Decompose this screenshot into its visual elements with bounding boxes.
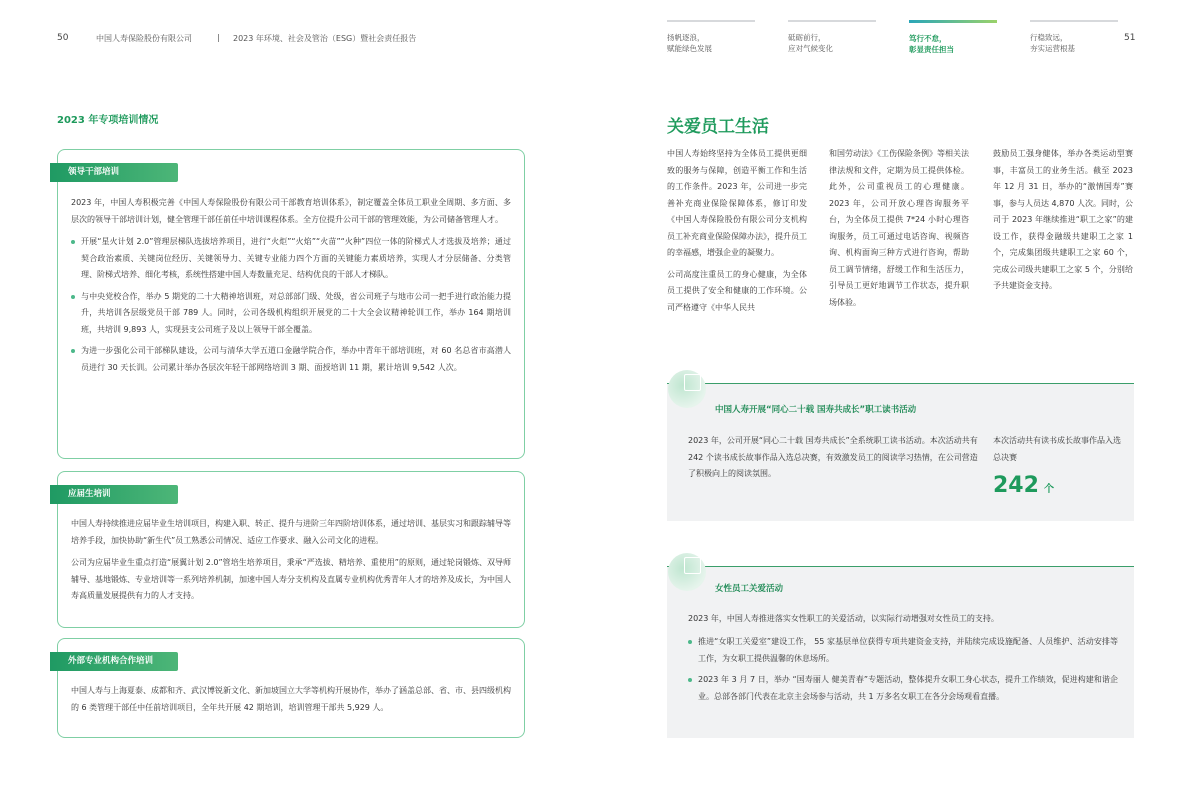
- training-section-title: 2023 年专项培训情况: [57, 115, 159, 126]
- chapter-nav-bar: [667, 20, 755, 22]
- card-paragraph: 中国人寿与上海夏泰、成都和齐、武汉博锐新文化、新加坡国立大学等机构开展协作，举办了涵盖总部、省、市、县四级机构的 6 类管理干部任中任前培训项目，全年共开展 42 期培训，培训管理干部共 5,929 人。: [71, 686, 511, 712]
- chapter-nav-1[interactable]: [667, 20, 755, 54]
- chapter-nav-line1: 笃行不怠，: [909, 34, 947, 43]
- chapter-nav-bar: [1030, 20, 1118, 22]
- chapter-nav-line1: 扬帆逐浪，: [667, 33, 705, 42]
- card-paragraph: 公司为应届毕业生重点打造“展翼计划 2.0”管培生培养项目，秉承“严选拔、精培养、重使用”的原则，通过轮岗锻炼、双导师辅导、基地锻炼、专业培训等一系列培养机制，加速中国人寿分支机构及直属专业机构优秀青年人才的培养及成长，为中国人寿高质量发展提供有力的人才支持。: [71, 558, 511, 600]
- reading-activity-box: [667, 383, 1134, 521]
- column-paragraph: 公司高度注重员工的身心健康，为全体员工提供了安全和健康的工作环境。公司严格遵守《中华人民共: [667, 269, 807, 312]
- left-page-number: 50: [57, 33, 69, 43]
- stat-label: 本次活动共有读书成长故事作品入选总决赛: [993, 436, 1121, 462]
- right-page-number: 51: [1124, 33, 1136, 43]
- box-description: 2023 年，公司开展“同心二十载 国寿共成长”全系统职工读书活动。本次活动共有 242 个读书成长故事作品入选总决赛，有效激发员工的阅读学习热情，在公司营造了积极向上的阅读氛围。: [688, 436, 978, 478]
- stat-unit: 个: [1044, 484, 1055, 495]
- box-title: 女性员工关爱活动: [715, 584, 784, 594]
- chapter-nav-line2: 应对气候变化: [788, 44, 833, 53]
- text-column-3: [993, 146, 1133, 300]
- leader-training-card: [57, 149, 525, 459]
- card-bullet: 开展“星火计划 2.0”管理层梯队选拔培养项目，进行“火炬”“火焰”“火苗”“火种”四位一体的阶梯式人才选拔及培养；通过契合政治素质、关键岗位经历、关键领导力、关键专业能力四个方面的关键能力素质培养，实现人才分层储备、分类管理、阶梯式培养、细化考核，系统性搭建中国人寿数量充足、结构优良的干部人才梯队。: [71, 234, 511, 284]
- external-training-card: [57, 638, 525, 738]
- card-tag: 领导干部培训: [50, 163, 178, 182]
- chapter-nav-3-active[interactable]: [909, 20, 997, 55]
- edit-icon: [668, 370, 706, 408]
- chapter-nav-line2: 彰显责任担当: [909, 45, 954, 54]
- box-title: 中国人寿开展“同心二十载 国寿共成长”职工读书活动: [715, 405, 917, 415]
- card-paragraph: 中国人寿持续推进应届毕业生培训项目，构建入职、转正、提升与进阶三年四阶培训体系，通过培训、基层实习和跟踪辅导等培养手段，加快协助“新生代”员工熟悉公司情况、适应工作要求、融入公司文化的进程。: [71, 519, 511, 545]
- company-name: 中国人寿保险股份有限公司: [96, 34, 192, 43]
- card-body: [71, 516, 511, 611]
- chapter-nav-line1: 砥砺前行，: [788, 33, 826, 42]
- column-paragraph: 中国人寿始终坚持为全体员工提供更细致的服务与保障，创造平衡工作和生活的工作条件。2023 年，公司进一步完善补充商业保险保障体系，修订印发《中国人寿保险股份有限公司分支机构员工补充商业保险保障办法》，提升员工的幸福感，增强企业的凝聚力。: [667, 149, 807, 257]
- box-intro: 2023 年，中国人寿推进落实女性职工的关爱活动，以实际行动增强对女性员工的支持。: [688, 614, 999, 623]
- text-column-2: [829, 146, 969, 316]
- graduate-training-card: [57, 471, 525, 628]
- card-body: [71, 683, 511, 722]
- care-section-title: 关爱员工生活: [667, 117, 769, 137]
- stat-figure: [993, 473, 1054, 498]
- chapter-nav-2[interactable]: [788, 20, 876, 54]
- chapter-nav-bar-active: [909, 20, 997, 23]
- box-divider: [667, 383, 1134, 384]
- card-tag: 外部专业机构合作培训: [50, 652, 178, 671]
- card-body: [71, 195, 511, 381]
- stat-value: 242: [993, 473, 1039, 498]
- header-separator: |: [217, 33, 220, 42]
- card-bullet: 与中央党校合作，举办 5 期党的二十大精神培训班，对总部部门级、处级，省公司班子与地市公司一把手进行政治能力提升，共培训各层级党员干部 789 人。同时，公司各级机构组织开展党的二十大全会议精神轮训工作，举办 164 期培训班，共培训 9,893 人，实现县支公司班子及以上领导干部全覆盖。: [71, 289, 511, 339]
- chapter-nav-bar: [788, 20, 876, 22]
- report-title: 2023 年环境、社会及管治（ESG）暨社会责任报告: [233, 34, 417, 43]
- card-tag: 应届生培训: [50, 485, 178, 504]
- chapter-nav-4[interactable]: [1030, 20, 1118, 54]
- chapter-nav-line2: 夯实运营根基: [1030, 44, 1075, 53]
- chapter-nav-line2: 赋能绿色发展: [667, 44, 712, 53]
- chapter-nav-line1: 行稳致远，: [1030, 33, 1068, 42]
- card-bullet: 为进一步强化公司干部梯队建设，公司与清华大学五道口金融学院合作，举办中青年干部培训班，对 60 名总省市高潜人员进行 30 天长训。公司累计举办各层次年轻干部网络培训 3 期、面授培训 11 期，累计培训 9,542 人次。: [71, 343, 511, 376]
- column-paragraph: 鼓励员工强身健体，举办各类运动型赛事，丰富员工的业务生活。截至 2023 年 12 月 31 日，举办的“激情国寿”赛事，参与人员达 4,870 人次。同时，公司于 2023 年继续推进“职工之家”的建设工作，获得金融级共建职工之家 1 个，完成集团级共建职工之家 60 个，完成公司级共建职工之家 5 个，分别给予共建资金支持。: [993, 149, 1133, 290]
- edit-icon: [668, 553, 706, 591]
- card-paragraph: 2023 年，中国人寿积极完善《中国人寿保险股份有限公司干部教育培训体系》，制定覆盖全体员工职业全周期、多方面、多层次的领导干部培训计划，健全管理干部任前任中培训课程体系。全方位提升公司干部的管理效能，为公司储备管理人才。: [71, 198, 511, 224]
- box-divider: [667, 566, 1134, 567]
- column-paragraph: 和国劳动法》《工伤保险条例》等相关法律法规和文件，定期为员工提供体检。此外，公司重视员工的心理健康。2023 年，公司开放心理咨询服务平台，为全体员工提供 7*24 小时心理咨询服务，员工可通过电话咨询、视频咨询、机构面询三种方式进行咨询，帮助员工调节情绪，舒缓工作和生活压力，引导员工更好地调节工作状态，提升职场体验。: [829, 149, 969, 307]
- female-care-box: [667, 566, 1134, 738]
- text-column-1: [667, 146, 807, 321]
- box-bullet: 推进“女职工关爱室”建设工作， 55 家基层单位获得专项共建资金支持，并陆续完成设施配备、人员维护、活动安排等工作，为女职工提供温馨的休息场所。: [688, 634, 1118, 667]
- box-bullet-list: [688, 634, 1118, 710]
- box-bullet: 2023 年 3 月 7 日，举办 “国寿丽人 健美青春”专题活动，整体提升女职工身心状态，提升工作绩效，促进构建和谐企业。总部各部门代表在北京主会场参与活动，共 1 万多名女职工在各分会场观看直播。: [688, 672, 1118, 705]
